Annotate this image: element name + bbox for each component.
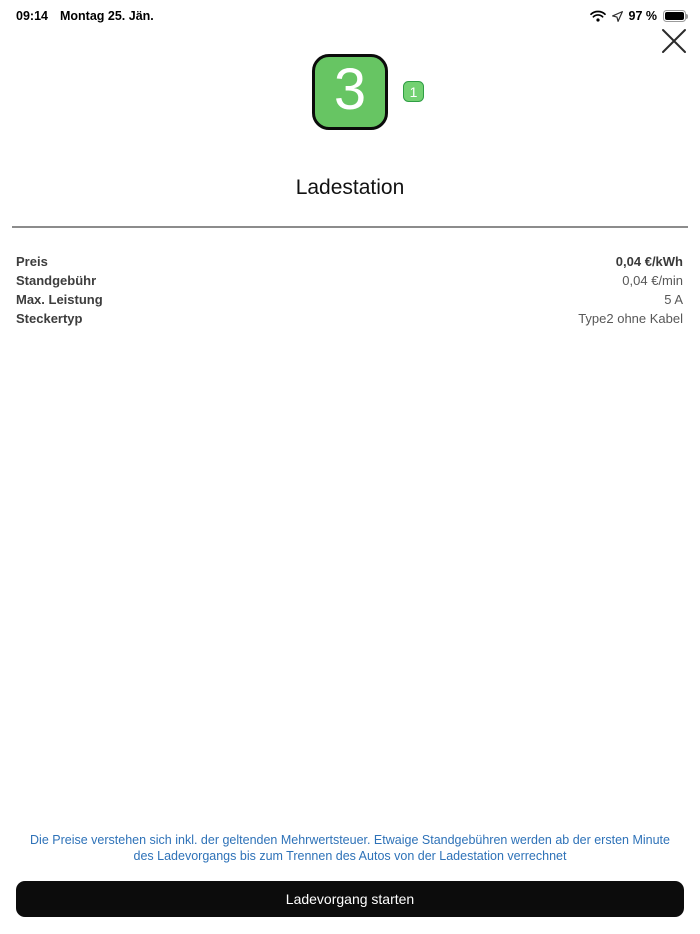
- battery-icon: [663, 10, 686, 22]
- start-charging-button[interactable]: Ladevorgang starten: [16, 881, 684, 917]
- detail-value: Type2 ohne Kabel: [578, 311, 683, 326]
- station-icon-group: [0, 54, 700, 130]
- divider: [12, 226, 688, 228]
- station-details: [16, 252, 683, 328]
- status-time: 09:14: [16, 9, 48, 23]
- page-title: Ladestation: [295, 176, 405, 199]
- status-bar: [0, 0, 700, 24]
- connector-count: 1: [409, 83, 418, 100]
- detail-label: Standgebühr: [16, 273, 97, 288]
- detail-label: Steckertyp: [16, 311, 83, 326]
- station-number-icon: [312, 54, 388, 130]
- status-date: Montag 25. Jän.: [59, 9, 154, 23]
- detail-label: Max. Leistung: [16, 292, 103, 307]
- station-number: 3: [333, 57, 367, 122]
- detail-value: 0,04 €/kWh: [615, 254, 683, 269]
- wifi-icon: [590, 10, 606, 22]
- battery-percent: 97 %: [628, 9, 657, 23]
- detail-value: 5 A: [664, 292, 683, 307]
- location-arrow-icon: [611, 10, 624, 23]
- connector-count-badge: [403, 81, 424, 102]
- detail-row-price: [16, 252, 683, 271]
- detail-row-max-power: [16, 290, 683, 309]
- price-disclaimer: Die Preise verstehen sich inkl. der geltenden Mehrwertsteuer. Etwaige Standgebühren werden ab der ersten Minute des Ladevorgangs bis zum Trennen des Autos von der Ladestation verrechnet: [30, 833, 670, 863]
- detail-row-plug-type: [16, 309, 683, 328]
- detail-value: 0,04 €/min: [622, 273, 683, 288]
- detail-label: Preis: [16, 254, 48, 269]
- detail-row-idle-fee: [16, 271, 683, 290]
